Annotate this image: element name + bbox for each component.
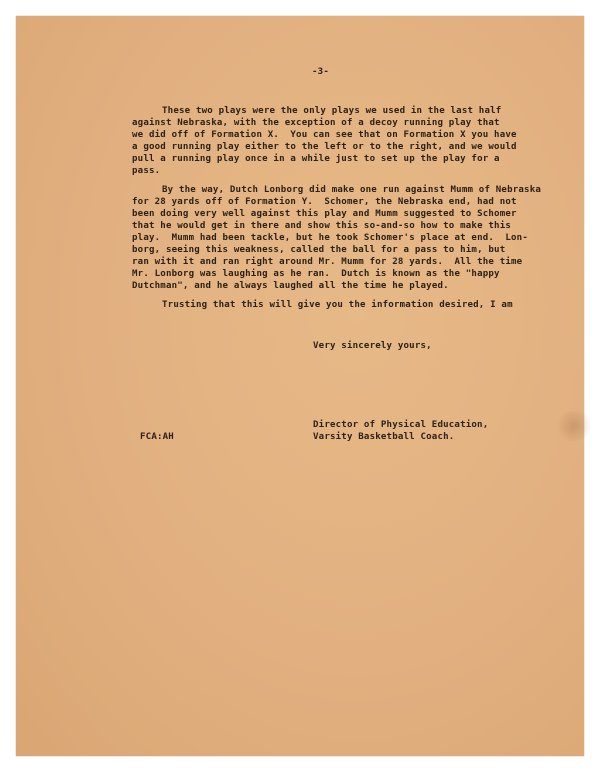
paragraph-1-line-2: against Nebraska, with the exception of a decoy running play that [132,118,500,128]
paragraph-2-line-5: play. Mumm had been tackle, but he took Schomer's place at end. Lon- [132,233,528,243]
paragraph-2-line-3: been doing very well against this play and Mumm suggested to Schomer [132,209,517,219]
paragraph-2-line-8: Mr. Lonborg was laughing as he ran. Dutch is known as the "happy [132,269,500,279]
signature-title-2: Varsity Basketball Coach. [313,432,455,442]
paragraph-1-line-3: we did off of Formation X. You can see that on Formation X you have [132,130,517,140]
paragraph-2-line-6: borg, seeing this weakness, called the ball for a pass to him, but [132,245,506,255]
page-number: -3- [312,67,329,77]
paragraph-1-line-1: These two plays were the only plays we used in the last half [162,106,502,116]
paragraph-1-line-5: pull a running play once in a while just to set up the play for a [132,154,500,164]
paragraph-2-line-1: By the way, Dutch Lonborg did make one run against Mumm of Nebraska [162,185,542,195]
closing-line: Trusting that this will give you the information desired, I am [162,300,513,310]
paragraph-2-line-9: Dutchman", and he always laughed all the time he played. [132,281,449,291]
valediction: Very sincerely yours, [313,341,432,351]
paper-stain [554,411,594,441]
reference-initials: FCA:AH [140,432,174,442]
paragraph-2-line-7: ran with it and ran right around Mr. Mumm for 28 yards. All the time [132,257,523,267]
paragraph-1-line-4: a good running play either to the left or to the right, and we would [132,142,517,152]
paragraph-1-line-6: pass. [132,166,161,176]
paragraph-2-line-4: that he would get in there and show this so-and-so how to make this [132,221,512,231]
paragraph-2-line-2: for 28 yards off of Formation Y. Schomer, the Nebraska end, had not [132,197,517,207]
signature-title-1: Director of Physical Education, [313,420,489,430]
